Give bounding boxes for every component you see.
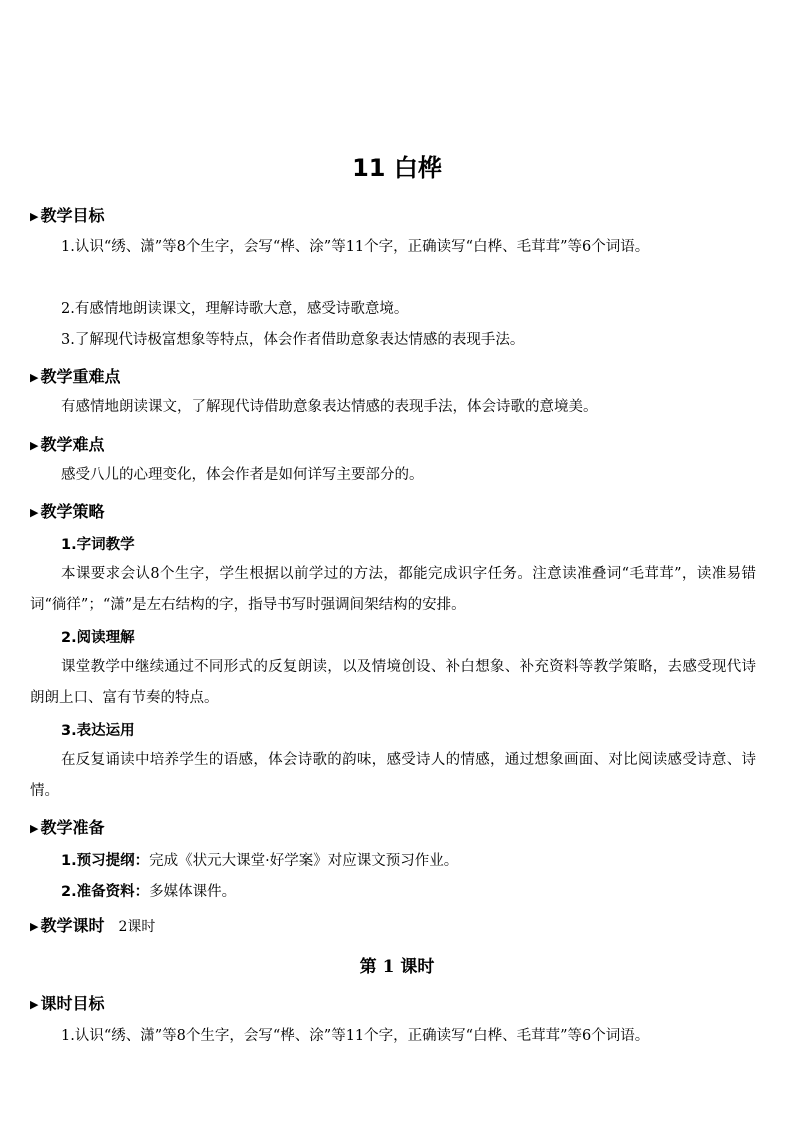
preparation-item-1 [61, 849, 458, 870]
strategy-subheading-2: 2.阅读理解 [61, 630, 135, 646]
preparation-item-2 [61, 880, 236, 901]
section-heading-goals [30, 203, 104, 226]
difficulties-text: 感受八儿的心理变化，体会作者是如何详写主要部分的。 [61, 467, 424, 483]
heading-text: 教学课时 [40, 916, 105, 935]
section-heading-difficulties [30, 432, 104, 455]
triangle-bullet-icon: ▶ [30, 920, 39, 933]
strategy-subheading-3: 3.表达运用 [61, 723, 135, 739]
heading-text: 教学准备 [40, 818, 105, 837]
triangle-bullet-icon: ▶ [30, 998, 39, 1011]
triangle-bullet-icon: ▶ [30, 439, 39, 452]
triangle-bullet-icon: ▶ [30, 210, 39, 223]
triangle-bullet-icon: ▶ [30, 822, 39, 835]
strategy-text-2: 课堂教学中继续通过不同形式的反复朗读，以及情境创设、补白想象、补充资料等教学策略，去感受现代诗朗朗上口、富有节奏的特点。 [30, 659, 756, 706]
triangle-bullet-icon: ▶ [30, 371, 39, 384]
lesson-goal-item-1: 1.认识“绣、潇”等8个生字，会写“桦、涂”等11个字，正确读写“白桦、毛茸茸”等6个词语。 [61, 1028, 650, 1044]
preparation-label: 1.预习提纲： [61, 853, 150, 869]
strategy-text-1: 本课要求会认8个生字，学生根据以前学过的方法，都能完成识字任务。注意读准叠词“毛茸茸”，读准易错词“徜徉”；“潇”是左右结构的字，指导书写时强调间架结构的安排。 [30, 566, 757, 613]
document-title: 11 白桦 [352, 154, 442, 182]
preparation-label: 2.准备资料： [61, 884, 150, 900]
goal-item-3: 3.了解现代诗极富想象等特点，体会作者借助意象表达情感的表现手法。 [61, 332, 525, 348]
goal-item-2: 2.有感情地朗读课文，理解诗歌大意，感受诗歌意境。 [61, 301, 409, 317]
section-heading-hours [30, 913, 155, 936]
strategy-text-3: 在反复诵读中培养学生的语感，体会诗歌的韵味，感受诗人的情感，通过想象画面、对比阅读感受诗意、诗情。 [30, 752, 756, 799]
heading-text: 教学目标 [40, 206, 105, 225]
goal-item-1: 1.认识“绣、潇”等8个生字，会写“桦、涂”等11个字，正确读写“白桦、毛茸茸”等6个词语。 [61, 239, 650, 255]
key-points-text: 有感情地朗读课文，了解现代诗借助意象表达情感的表现手法，体会诗歌的意境美。 [61, 399, 598, 415]
preparation-text: 完成《状元大课堂·好学案》对应课文预习作业。 [149, 853, 459, 869]
section-heading-lesson-goals [30, 991, 104, 1014]
lesson-title: 第 1 课时 [359, 957, 435, 977]
section-heading-key-points [30, 364, 120, 387]
preparation-text: 多媒体课件。 [149, 884, 237, 900]
heading-text: 教学难点 [40, 435, 105, 454]
heading-text: 课时目标 [40, 994, 105, 1013]
strategy-subheading-1: 1.字词教学 [61, 537, 135, 553]
section-heading-preparation [30, 815, 104, 838]
section-heading-strategy [30, 499, 104, 522]
heading-text: 教学策略 [40, 502, 105, 521]
heading-text: 教学重难点 [40, 367, 121, 386]
triangle-bullet-icon: ▶ [30, 506, 39, 519]
hours-value: 2课时 [118, 919, 156, 935]
